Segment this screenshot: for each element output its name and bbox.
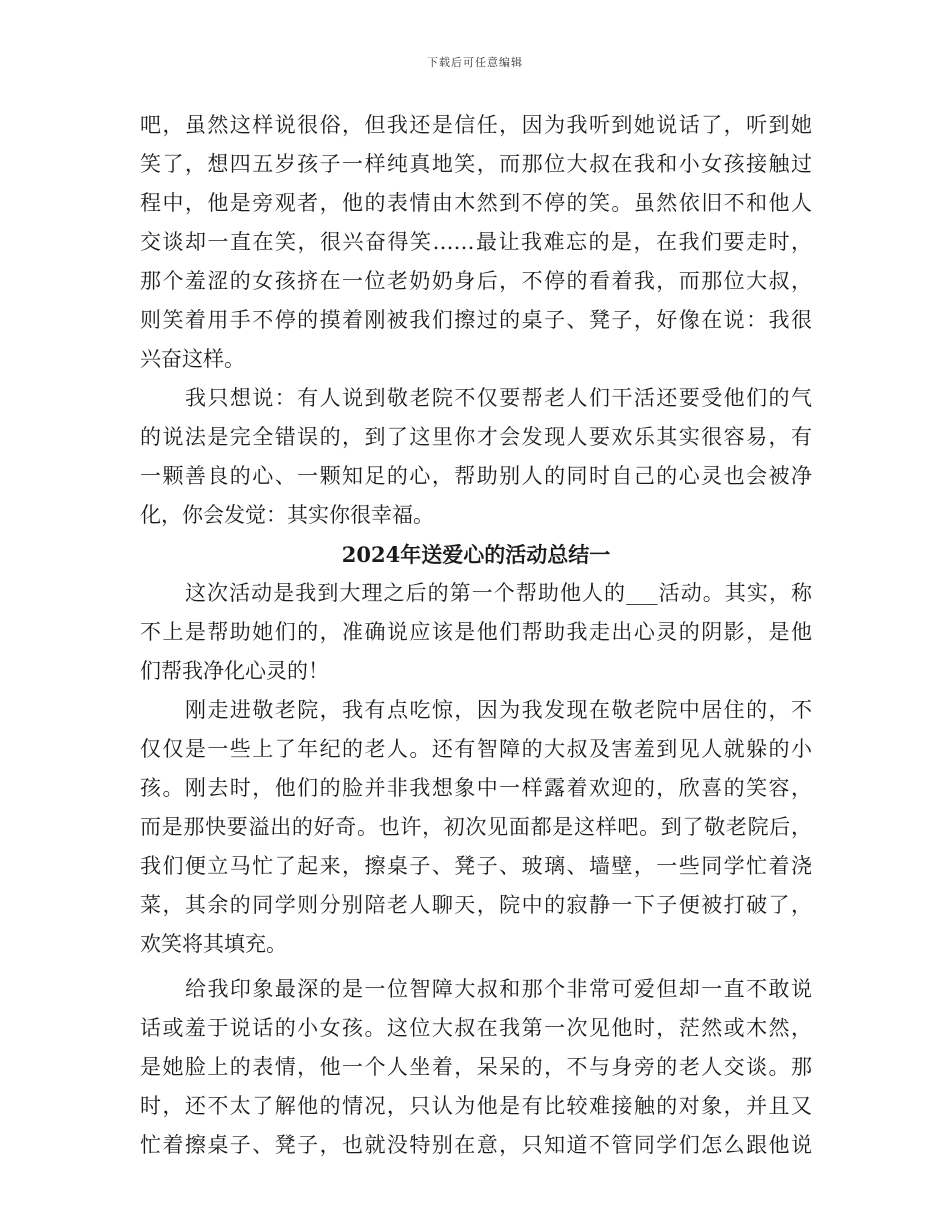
text-line: 交谈却一直在笑，很兴奋得笑……最让我难忘的是，在我们要走时，	[140, 230, 812, 254]
text-line: 兴奋这样。	[140, 347, 245, 371]
text-line: 则笑着用手不停的摸着刚被我们擦过的桌子、凳子，好像在说：我很	[140, 308, 812, 332]
text-line: 那个羞涩的女孩挤在一位老奶奶身后，不停的看着我，而那位大叔，	[140, 269, 812, 293]
text-line: 给我印象最深的是一位智障大叔和那个非常可爱但却一直不敢说	[185, 977, 812, 1001]
paragraph	[140, 106, 812, 379]
text-line: 的说法是完全错误的，到了这里你才会发现人要欢乐其实很容易，有	[140, 425, 812, 449]
text-line: 笑了，想四五岁孩子一样纯真地笑，而那位大叔在我和小女孩接触过	[140, 152, 812, 176]
paragraph	[140, 691, 812, 964]
section-title: 2024年送爱心的活动总结一	[341, 542, 611, 567]
text-line: 一颗善良的心、一颗知足的心，帮助别人的同时自己的心灵也会被净	[140, 464, 812, 488]
text-line: 菜，其余的同学则分别陪老人聊天，院中的寂静一下子便被打破了，	[140, 893, 812, 917]
text-line: 欢笑将其填充。	[140, 932, 287, 956]
text-line: 我只想说：有人说到敬老院不仅要帮老人们干活还要受他们的气	[185, 386, 812, 410]
paragraph	[140, 970, 812, 1165]
text-line: 我们便立马忙了起来，擦桌子、凳子、玻璃、墙壁，一些同学忙着浇	[140, 854, 812, 878]
text-line: 们帮我净化心灵的！	[140, 659, 329, 683]
document-body	[140, 106, 812, 1165]
text-line: 忙着擦桌子、凳子，也就没特别在意，只知道不管同学们怎么跟他说	[140, 1133, 812, 1157]
paragraph	[140, 379, 812, 535]
text-line: 时，还不太了解他的情况，只认为他是有比较难接触的对象，并且又	[140, 1094, 812, 1118]
text-line: 是她脸上的表情，他一个人坐着，呆呆的，不与身旁的老人交谈。那	[140, 1055, 812, 1079]
text-line: 不上是帮助她们的，准确说应该是他们帮助我走出心灵的阴影，是他	[140, 620, 812, 644]
text-line: 仅仅是一些上了年纪的老人。还有智障的大叔及害羞到见人就躲的小	[140, 737, 812, 761]
paragraph	[140, 574, 812, 691]
text-line: 化，你会发觉：其实你很幸福。	[140, 503, 434, 527]
text-line: 程中，他是旁观者，他的表情由木然到不停的笑。虽然依旧不和他人	[140, 191, 812, 215]
page-header: 下载后可任意编辑	[427, 56, 523, 69]
text-line: 而是那快要溢出的好奇。也许，初次见面都是这样吧。到了敬老院后，	[140, 815, 812, 839]
text-line: 话或羞于说话的小女孩。这位大叔在我第一次见他时，茫然或木然，	[140, 1016, 812, 1040]
text-line: 吧，虽然这样说很俗，但我还是信任，因为我听到她说话了，听到她	[140, 113, 812, 137]
text-line: 这次活动是我到大理之后的第一个帮助他人的___活动。其实，称	[185, 581, 812, 605]
text-line: 刚走进敬老院，我有点吃惊，因为我发现在敬老院中居住的，不	[185, 698, 812, 722]
text-line: 孩。刚去时，他们的脸并非我想象中一样露着欢迎的，欣喜的笑容，	[140, 776, 812, 800]
